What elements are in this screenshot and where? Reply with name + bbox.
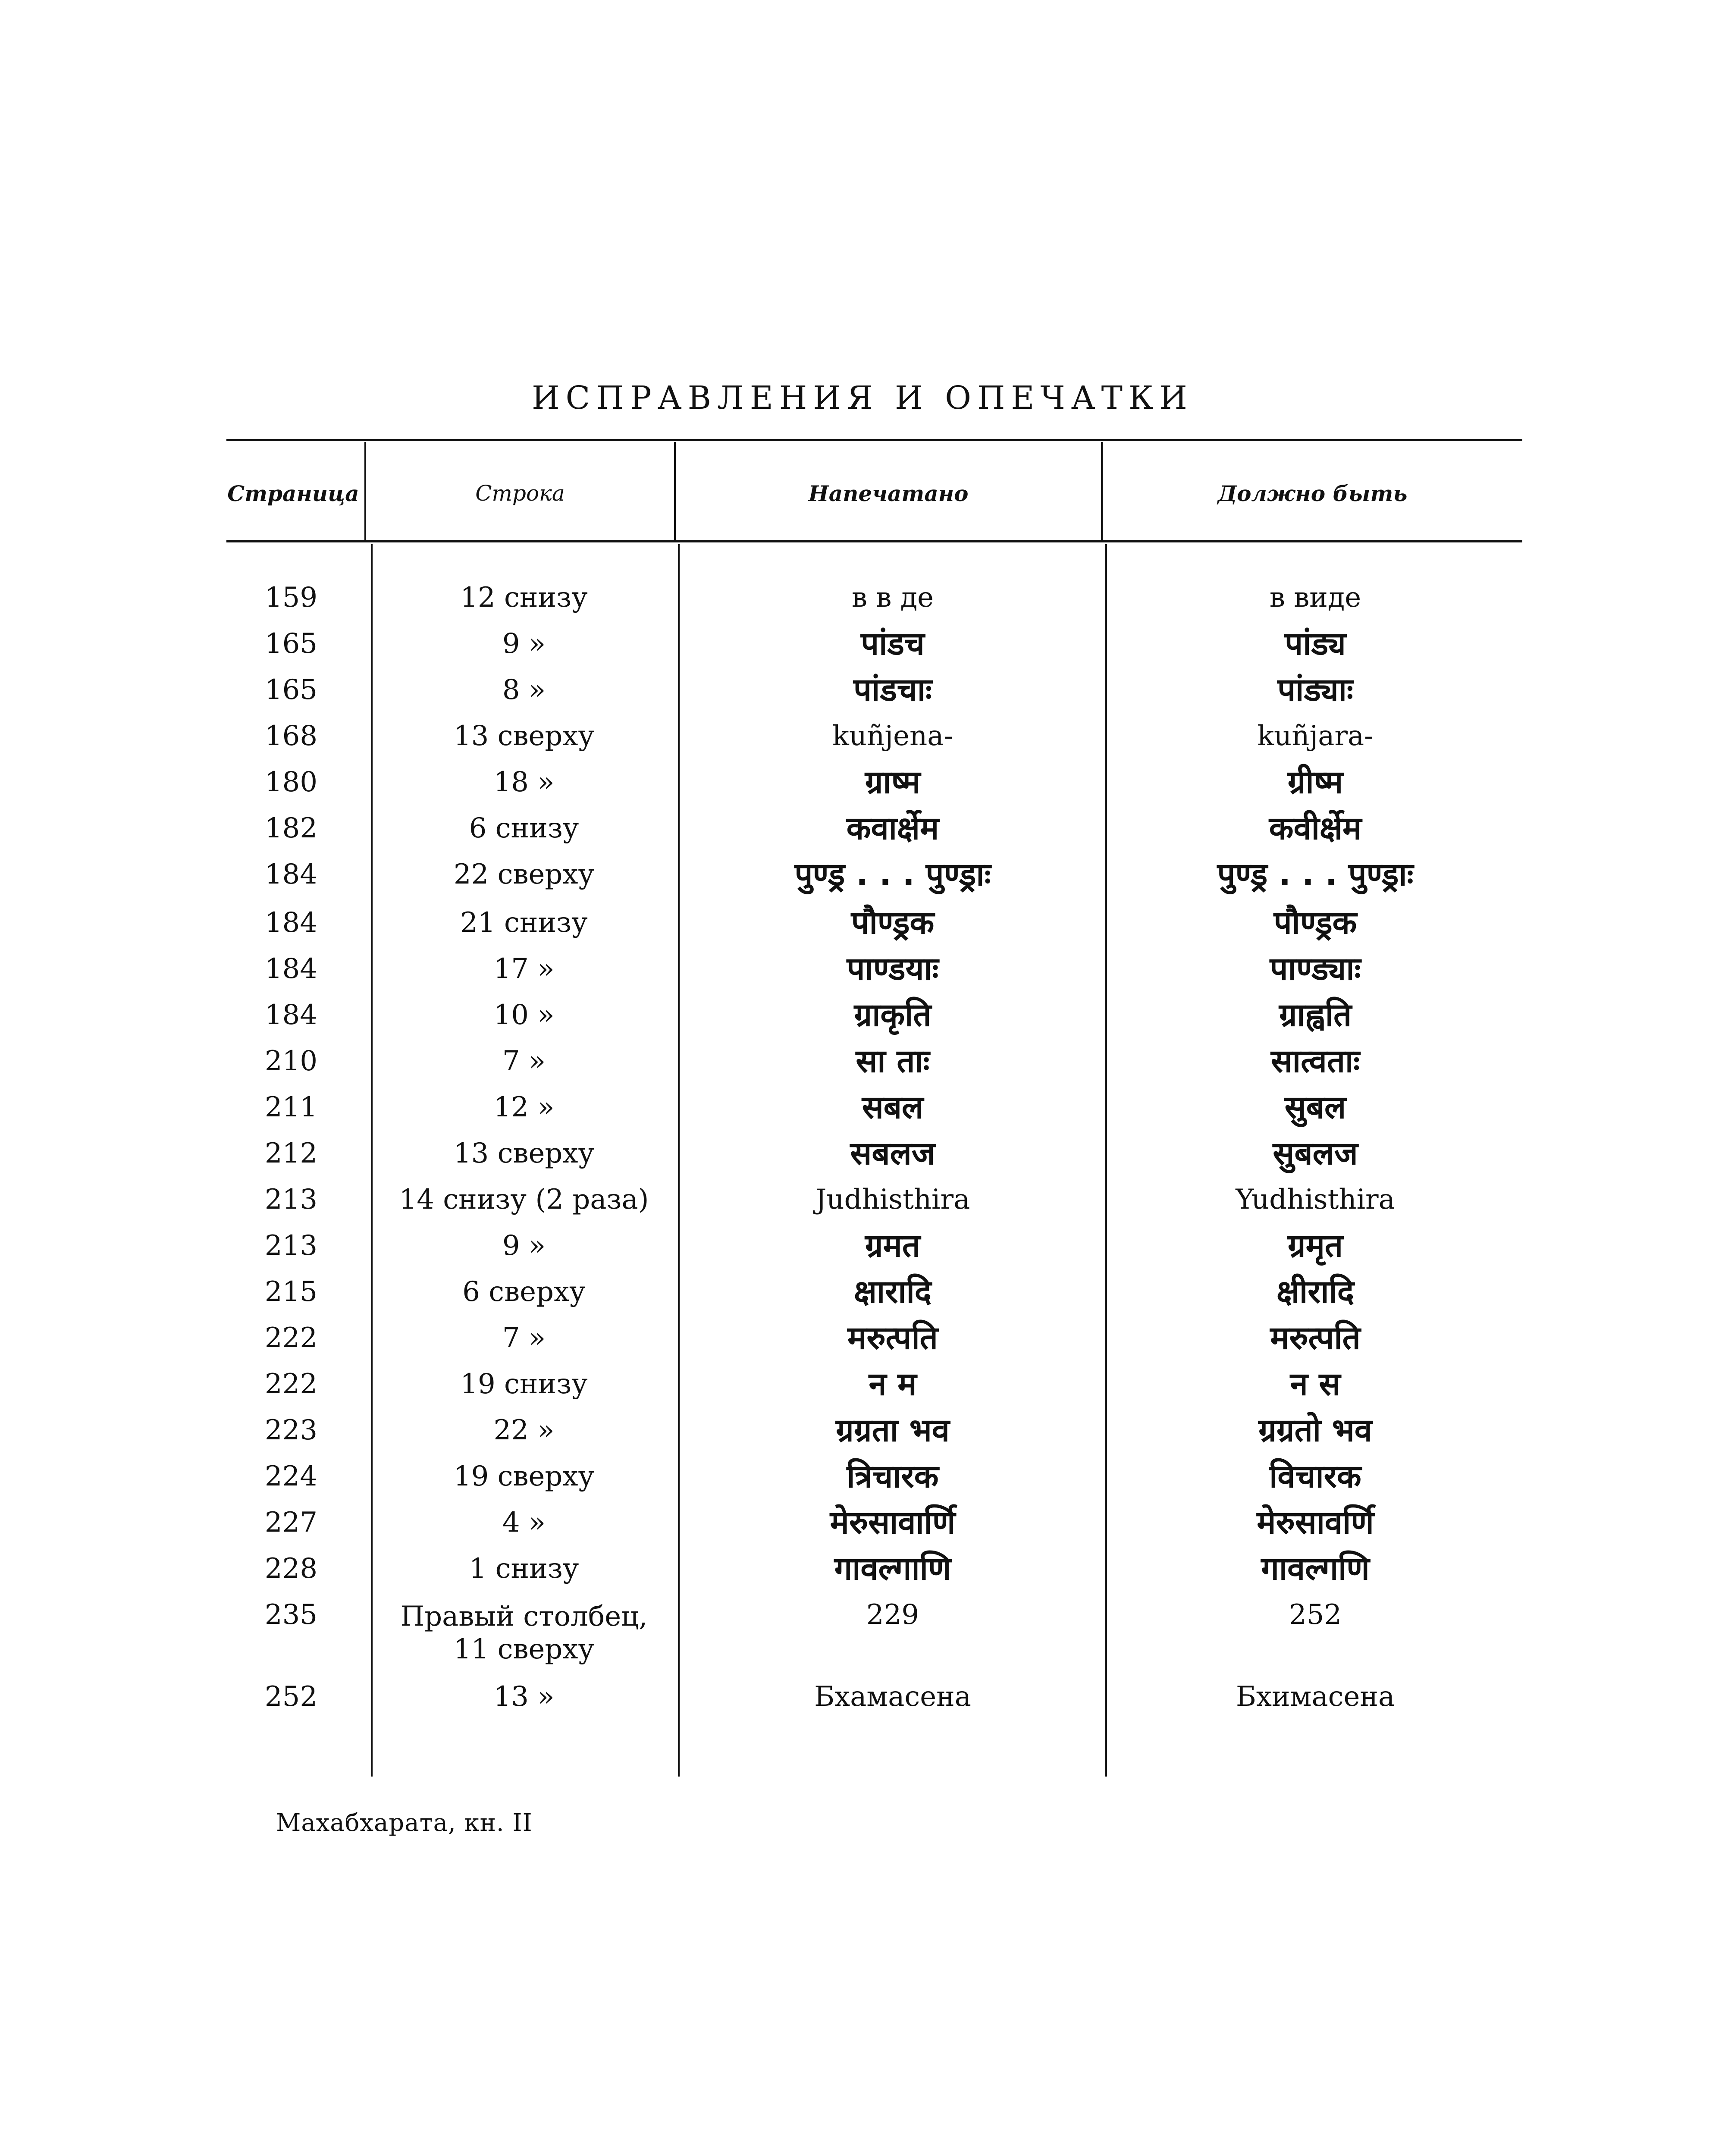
table-row (0, 997, 1725, 1047)
page-cell: 184 (264, 953, 318, 985)
line-cell: 4 » (502, 1507, 546, 1539)
page-cell: 211 (264, 1091, 318, 1123)
correct-cell: विचारक (1269, 1458, 1361, 1495)
page-cell: 222 (264, 1322, 318, 1354)
line-cell: 9 » (502, 628, 546, 660)
line-cell: 19 сверху (453, 1460, 595, 1492)
correct-cell: न स (1290, 1366, 1341, 1403)
header-page: Страница (227, 481, 359, 506)
line-cell: 7 » (502, 1045, 546, 1077)
page-cell: 184 (264, 999, 318, 1031)
printed-cell: 229 (866, 1599, 919, 1631)
printed-cell: Judhisthira (815, 1184, 970, 1216)
errata-table-body (0, 583, 1725, 1728)
line-cell: 22 сверху (453, 859, 595, 890)
printed-cell: गावल्गाणि (834, 1550, 951, 1587)
page-cell: 168 (264, 720, 318, 752)
table-row (0, 1550, 1725, 1600)
header-printed: Напечатано (808, 481, 969, 506)
page-cell: 228 (264, 1553, 318, 1585)
table-row (0, 1682, 1725, 1728)
line-cell: 13 » (493, 1681, 555, 1713)
page-cell: 165 (264, 628, 318, 660)
page-cell: 222 (264, 1368, 318, 1400)
page-cell: 215 (264, 1276, 318, 1308)
footer-signature: Махабхарата, кн. II (276, 1809, 533, 1837)
line-cell: 13 сверху (453, 720, 595, 752)
correct-cell: पांड्य (1285, 625, 1346, 662)
line-cell: 12 снизу (460, 582, 588, 614)
line-cell: 17 » (493, 953, 555, 985)
table-row (0, 1412, 1725, 1462)
printed-cell: Бхамасена (814, 1681, 971, 1713)
correct-cell: मेरुसावर्णि (1257, 1504, 1374, 1541)
correct-cell: в виде (1269, 582, 1361, 614)
table-row (0, 625, 1725, 675)
printed-cell: ग्राकृति (854, 997, 932, 1034)
correct-cell: सुबल (1284, 1089, 1346, 1126)
page-title: ИСПРАВЛЕНИЯ И ОПЕЧАТКИ (532, 379, 1193, 417)
line-cell: 21 снизу (460, 907, 588, 939)
page-cell: 213 (264, 1230, 318, 1262)
page-cell: 165 (264, 674, 318, 706)
correct-cell: कवीर्क्षेम (1269, 810, 1362, 847)
line-cell: Правый столбец, 11 сверху (400, 1601, 648, 1665)
printed-cell: kuñjena- (832, 720, 953, 752)
printed-cell: क्षारादि (853, 1273, 932, 1310)
line-cell: 1 снизу (469, 1553, 579, 1585)
page-cell: 212 (264, 1138, 318, 1169)
line-cell: 7 » (502, 1322, 546, 1354)
line-cell: 6 сверху (462, 1276, 586, 1308)
line-cell: 14 снизу (2 раза) (399, 1184, 649, 1216)
printed-cell: ग्राष्म (865, 764, 921, 801)
page-cell: 184 (264, 859, 318, 890)
line-cell: 13 сверху (453, 1138, 595, 1169)
printed-cell: सबलज (850, 1135, 935, 1172)
correct-cell: पुण्ड्र . . . पुण्ड्राः (1217, 856, 1414, 893)
table-row (0, 1043, 1725, 1093)
printed-cell: त्रिचारक (847, 1458, 939, 1495)
table-row (0, 721, 1725, 768)
correct-cell: 252 (1289, 1599, 1342, 1631)
correct-cell: ग्रमृत (1287, 1227, 1343, 1264)
line-cell: 19 снизу (460, 1368, 588, 1400)
table-row (0, 1135, 1725, 1185)
page-cell: 224 (264, 1460, 318, 1492)
correct-cell: ग्रग्रतो भव (1258, 1412, 1372, 1449)
page-cell: 180 (264, 766, 318, 798)
correct-cell: पाण्ड्याः (1270, 950, 1361, 987)
correct-cell: गावल्गणि (1261, 1550, 1370, 1587)
table-row (0, 1366, 1725, 1416)
page-cell: 227 (264, 1507, 318, 1539)
table-row (0, 1273, 1725, 1323)
printed-cell: सबल (862, 1089, 924, 1126)
printed-cell: मरुत्पति (847, 1319, 938, 1357)
table-row (0, 1227, 1725, 1277)
correct-cell: kuñjara- (1257, 720, 1374, 752)
table-row (0, 1504, 1725, 1554)
table-row (0, 1319, 1725, 1369)
correct-cell: ग्राह्वति (1279, 997, 1352, 1034)
correct-cell: सुबलज (1273, 1135, 1358, 1172)
correct-cell: क्षीरादि (1276, 1273, 1355, 1310)
table-header-rule (226, 540, 1522, 542)
table-row (0, 950, 1725, 1000)
printed-cell: पांडच (861, 625, 925, 662)
page-cell: 184 (264, 907, 318, 939)
printed-cell: कवार्क्षेम (846, 810, 939, 847)
printed-cell: पांडचाः (853, 671, 932, 708)
printed-cell: в в де (851, 582, 934, 614)
header-line: Строка (475, 481, 565, 506)
correct-cell: मरुत्पति (1270, 1319, 1361, 1357)
table-row (0, 764, 1725, 814)
correct-cell: Бхимасена (1236, 1681, 1395, 1713)
printed-cell: न म (869, 1366, 917, 1403)
table-row (0, 1458, 1725, 1508)
correct-cell: Yudhisthira (1236, 1184, 1395, 1216)
line-cell: 18 » (493, 766, 555, 798)
page-cell: 223 (264, 1414, 318, 1446)
table-row (0, 810, 1725, 860)
printed-cell: सा ताः (856, 1043, 930, 1080)
correct-cell: ग्रीष्म (1287, 764, 1343, 801)
table-top-rule (226, 439, 1522, 441)
printed-cell: मेरुसावार्णि (830, 1504, 956, 1541)
page-cell: 213 (264, 1184, 318, 1216)
table-row (0, 1089, 1725, 1139)
line-cell: 12 » (493, 1091, 555, 1123)
printed-cell: ग्रमत (865, 1227, 921, 1264)
page-cell: 159 (264, 582, 318, 614)
printed-cell: ग्रग्रता भव (836, 1412, 950, 1449)
table-row (0, 904, 1725, 954)
printed-cell: पौण्ड्रक (851, 904, 935, 941)
page-cell: 182 (264, 812, 318, 844)
page-cell: 235 (264, 1599, 318, 1631)
page-cell: 210 (264, 1045, 318, 1077)
table-row (0, 583, 1725, 629)
table-row (0, 1600, 1725, 1682)
correct-cell: पौण्ड्रक (1273, 904, 1357, 941)
printed-cell: पाण्डयाः (847, 950, 939, 987)
table-row (0, 1185, 1725, 1231)
line-cell: 8 » (502, 674, 546, 706)
page-cell: 252 (264, 1681, 318, 1713)
header-correct: Должно быть (1217, 481, 1408, 506)
correct-cell: सात्वताः (1270, 1043, 1360, 1080)
table-row (0, 856, 1725, 908)
table-row (0, 671, 1725, 721)
printed-cell: पुण्ड्र . . . पुण्ड्राः (794, 856, 991, 893)
line-cell: 22 » (493, 1414, 555, 1446)
line-cell: 6 снизу (469, 812, 579, 844)
correct-cell: पांड्याः (1277, 671, 1353, 708)
line-cell: 9 » (502, 1230, 546, 1262)
line-cell: 10 » (493, 999, 555, 1031)
